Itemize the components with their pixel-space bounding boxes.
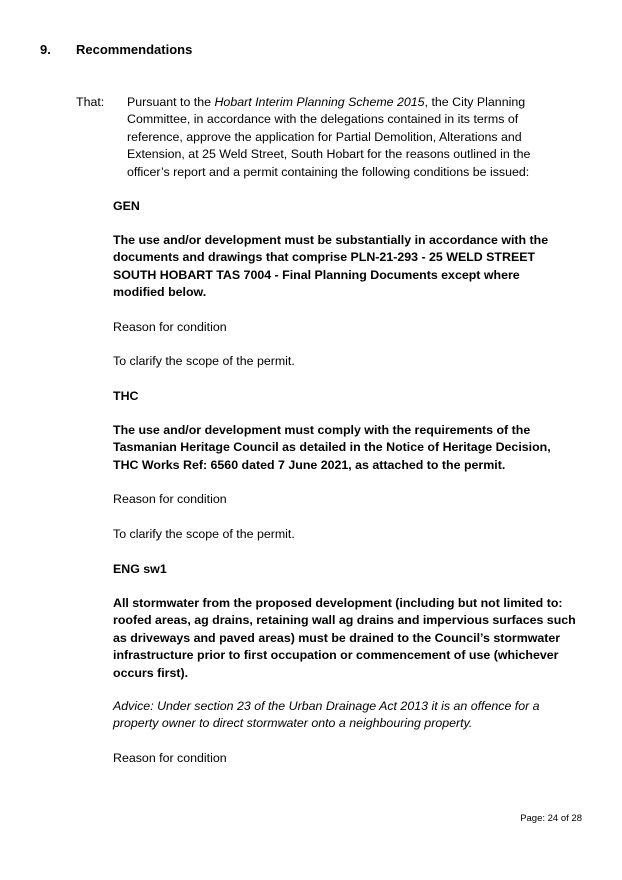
- advice-text-eng-sw1: Advice: Under section 23 of the Urban Drainage Act 2013 it is an offence for a property owner to direct stormwater onto a neighbouring property.: [113, 699, 540, 731]
- intro-text-before: Pursuant to the: [127, 95, 215, 109]
- condition-text-eng-sw1: All stormwater from the proposed development (including but not limited to: roofed areas, ag drains, retaining wall ag drains and impervious surfaces such as driveways and paved areas) must be drained to the Council’s stormwater infrastructure prior to first occupation or commencement of use (whichever occurs first).: [113, 596, 576, 680]
- section-number: 9.: [40, 42, 51, 57]
- intro-paragraph: [127, 94, 547, 181]
- condition-code-gen: GEN: [113, 199, 140, 213]
- reason-text-gen: To clarify the scope of the permit.: [113, 354, 295, 368]
- page-number: Page: 24 of 28: [520, 813, 582, 824]
- that-label: That:: [76, 95, 105, 109]
- reason-text-thc: To clarify the scope of the permit.: [113, 527, 295, 541]
- condition-code-thc: THC: [113, 389, 139, 403]
- planning-scheme-name: Hobart Interim Planning Scheme 2015: [214, 95, 425, 109]
- section-title: Recommendations: [76, 42, 193, 57]
- condition-text-gen: The use and/or development must be substantially in accordance with the documents and drawings that comprise PLN-21-293 - 25 WELD STREET SOUTH HOBART TAS 7004 - Final Planning Documents except where modified below.: [113, 233, 549, 300]
- reason-label-thc: Reason for condition: [113, 492, 227, 506]
- reason-label-eng-sw1: Reason for condition: [113, 751, 227, 765]
- condition-code-eng-sw1: ENG sw1: [113, 562, 167, 576]
- reason-label-gen: Reason for condition: [113, 320, 227, 334]
- condition-text-thc: The use and/or development must comply with the requirements of the Tasmanian Heritage Council as detailed in the Notice of Heritage Decision, THC Works Ref: 6560 dated 7 June 2021, as attached to the permit.: [113, 423, 551, 472]
- intro-text-after: , the City Planning Committee, in accordance with the delegations contained in its terms of reference, approve the application for Partial Demolition, Alterations and Extension, at 25 Weld Street, South Hobart for the reasons outlined in the officer’s report and a permit containing the following conditions be issued:: [127, 95, 531, 179]
